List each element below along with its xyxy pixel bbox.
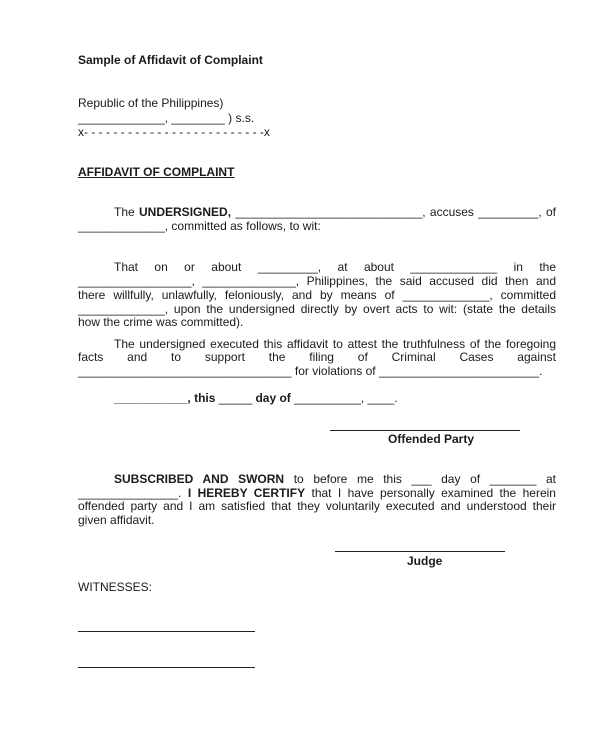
paragraph-2-line — [78, 315, 556, 329]
text: Republic of the Philippines) — [78, 96, 224, 110]
paragraph-2-line — [78, 274, 556, 288]
text: there willfully, unlawfully, feloniously, and by means of _____________, committed — [78, 288, 556, 302]
text: The — [114, 205, 140, 219]
text: _____________, upon the undersigned directly by overt acts to wit: (state the details — [78, 302, 556, 316]
witness-signature-line-2 — [78, 667, 255, 668]
document-title — [78, 53, 556, 67]
bold-text: Judge — [407, 554, 443, 568]
bold-text: day of — [255, 391, 291, 405]
paragraph-2-line — [114, 260, 556, 274]
text: to before me this ___ day of _______ at — [284, 472, 557, 486]
offended-party-label — [388, 432, 508, 446]
bold-text: UNDERSIGNED, — [139, 205, 232, 219]
paragraph-3-line — [78, 350, 556, 364]
bold-text: AFFIDAVIT OF COMPLAINT — [78, 165, 235, 179]
paragraph-1-line — [114, 205, 556, 219]
paragraph-3-line — [78, 364, 556, 378]
jurisdiction-line — [78, 96, 556, 110]
text: That on or about _________, at about _____________ in the — [114, 260, 556, 274]
bold-text: ___________, this — [114, 391, 216, 405]
text: given affidavit. — [78, 513, 155, 527]
judge-signature-line — [335, 551, 505, 552]
paragraph-2-line — [78, 302, 556, 316]
paragraph-1-line — [78, 219, 556, 233]
text: _____________, ________ ) s.s. — [78, 111, 255, 125]
text: _____________, committed as follows, to wit: — [78, 219, 321, 233]
bold-text: Sample of Affidavit of Complaint — [78, 53, 263, 67]
text: _________________, ______________, Philippines, the said accused did then and — [78, 274, 556, 288]
section-heading — [78, 165, 556, 179]
bold-text: Offended Party — [388, 432, 475, 446]
jurat-line — [78, 499, 556, 513]
text: that I have personally examined the herein — [305, 486, 556, 500]
witness-signature-line-1 — [78, 631, 255, 632]
paragraph-2-line — [78, 288, 556, 302]
text: facts and to support the filing of Criminal Cases against — [78, 350, 556, 364]
text: The undersigned executed this affidavit to attest the truthfulness of the foregoing — [114, 337, 556, 351]
text: _____ — [215, 391, 256, 405]
date-line — [114, 391, 414, 405]
bold-text: I HEREBY CERTIFY — [187, 486, 306, 500]
jurat-line — [78, 486, 556, 500]
text: WITNESSES: — [78, 580, 153, 594]
jurat-line — [114, 472, 556, 486]
venue-blanks — [78, 111, 556, 125]
witnesses-label — [78, 580, 278, 594]
paragraph-3-line — [114, 337, 556, 351]
bold-text: SUBSCRIBED AND SWORN — [114, 472, 285, 486]
text: x- - - - - - - - - - - - - - - - - - - - - - - - -x — [78, 125, 270, 139]
venue-separator — [78, 125, 556, 139]
text: ________________________________ for violations of ________________________. — [78, 364, 543, 378]
offended-party-signature-line — [330, 430, 520, 431]
text: _______________. — [78, 486, 188, 500]
text: how the crime was committed). — [78, 315, 244, 329]
text: offended party and I am satisfied that they voluntarily executed and understood their — [78, 499, 556, 513]
judge-label — [407, 554, 467, 568]
text: ____________________________, accuses _________, of — [231, 205, 556, 219]
jurat-line — [78, 513, 556, 527]
text: __________, ____. — [290, 391, 398, 405]
